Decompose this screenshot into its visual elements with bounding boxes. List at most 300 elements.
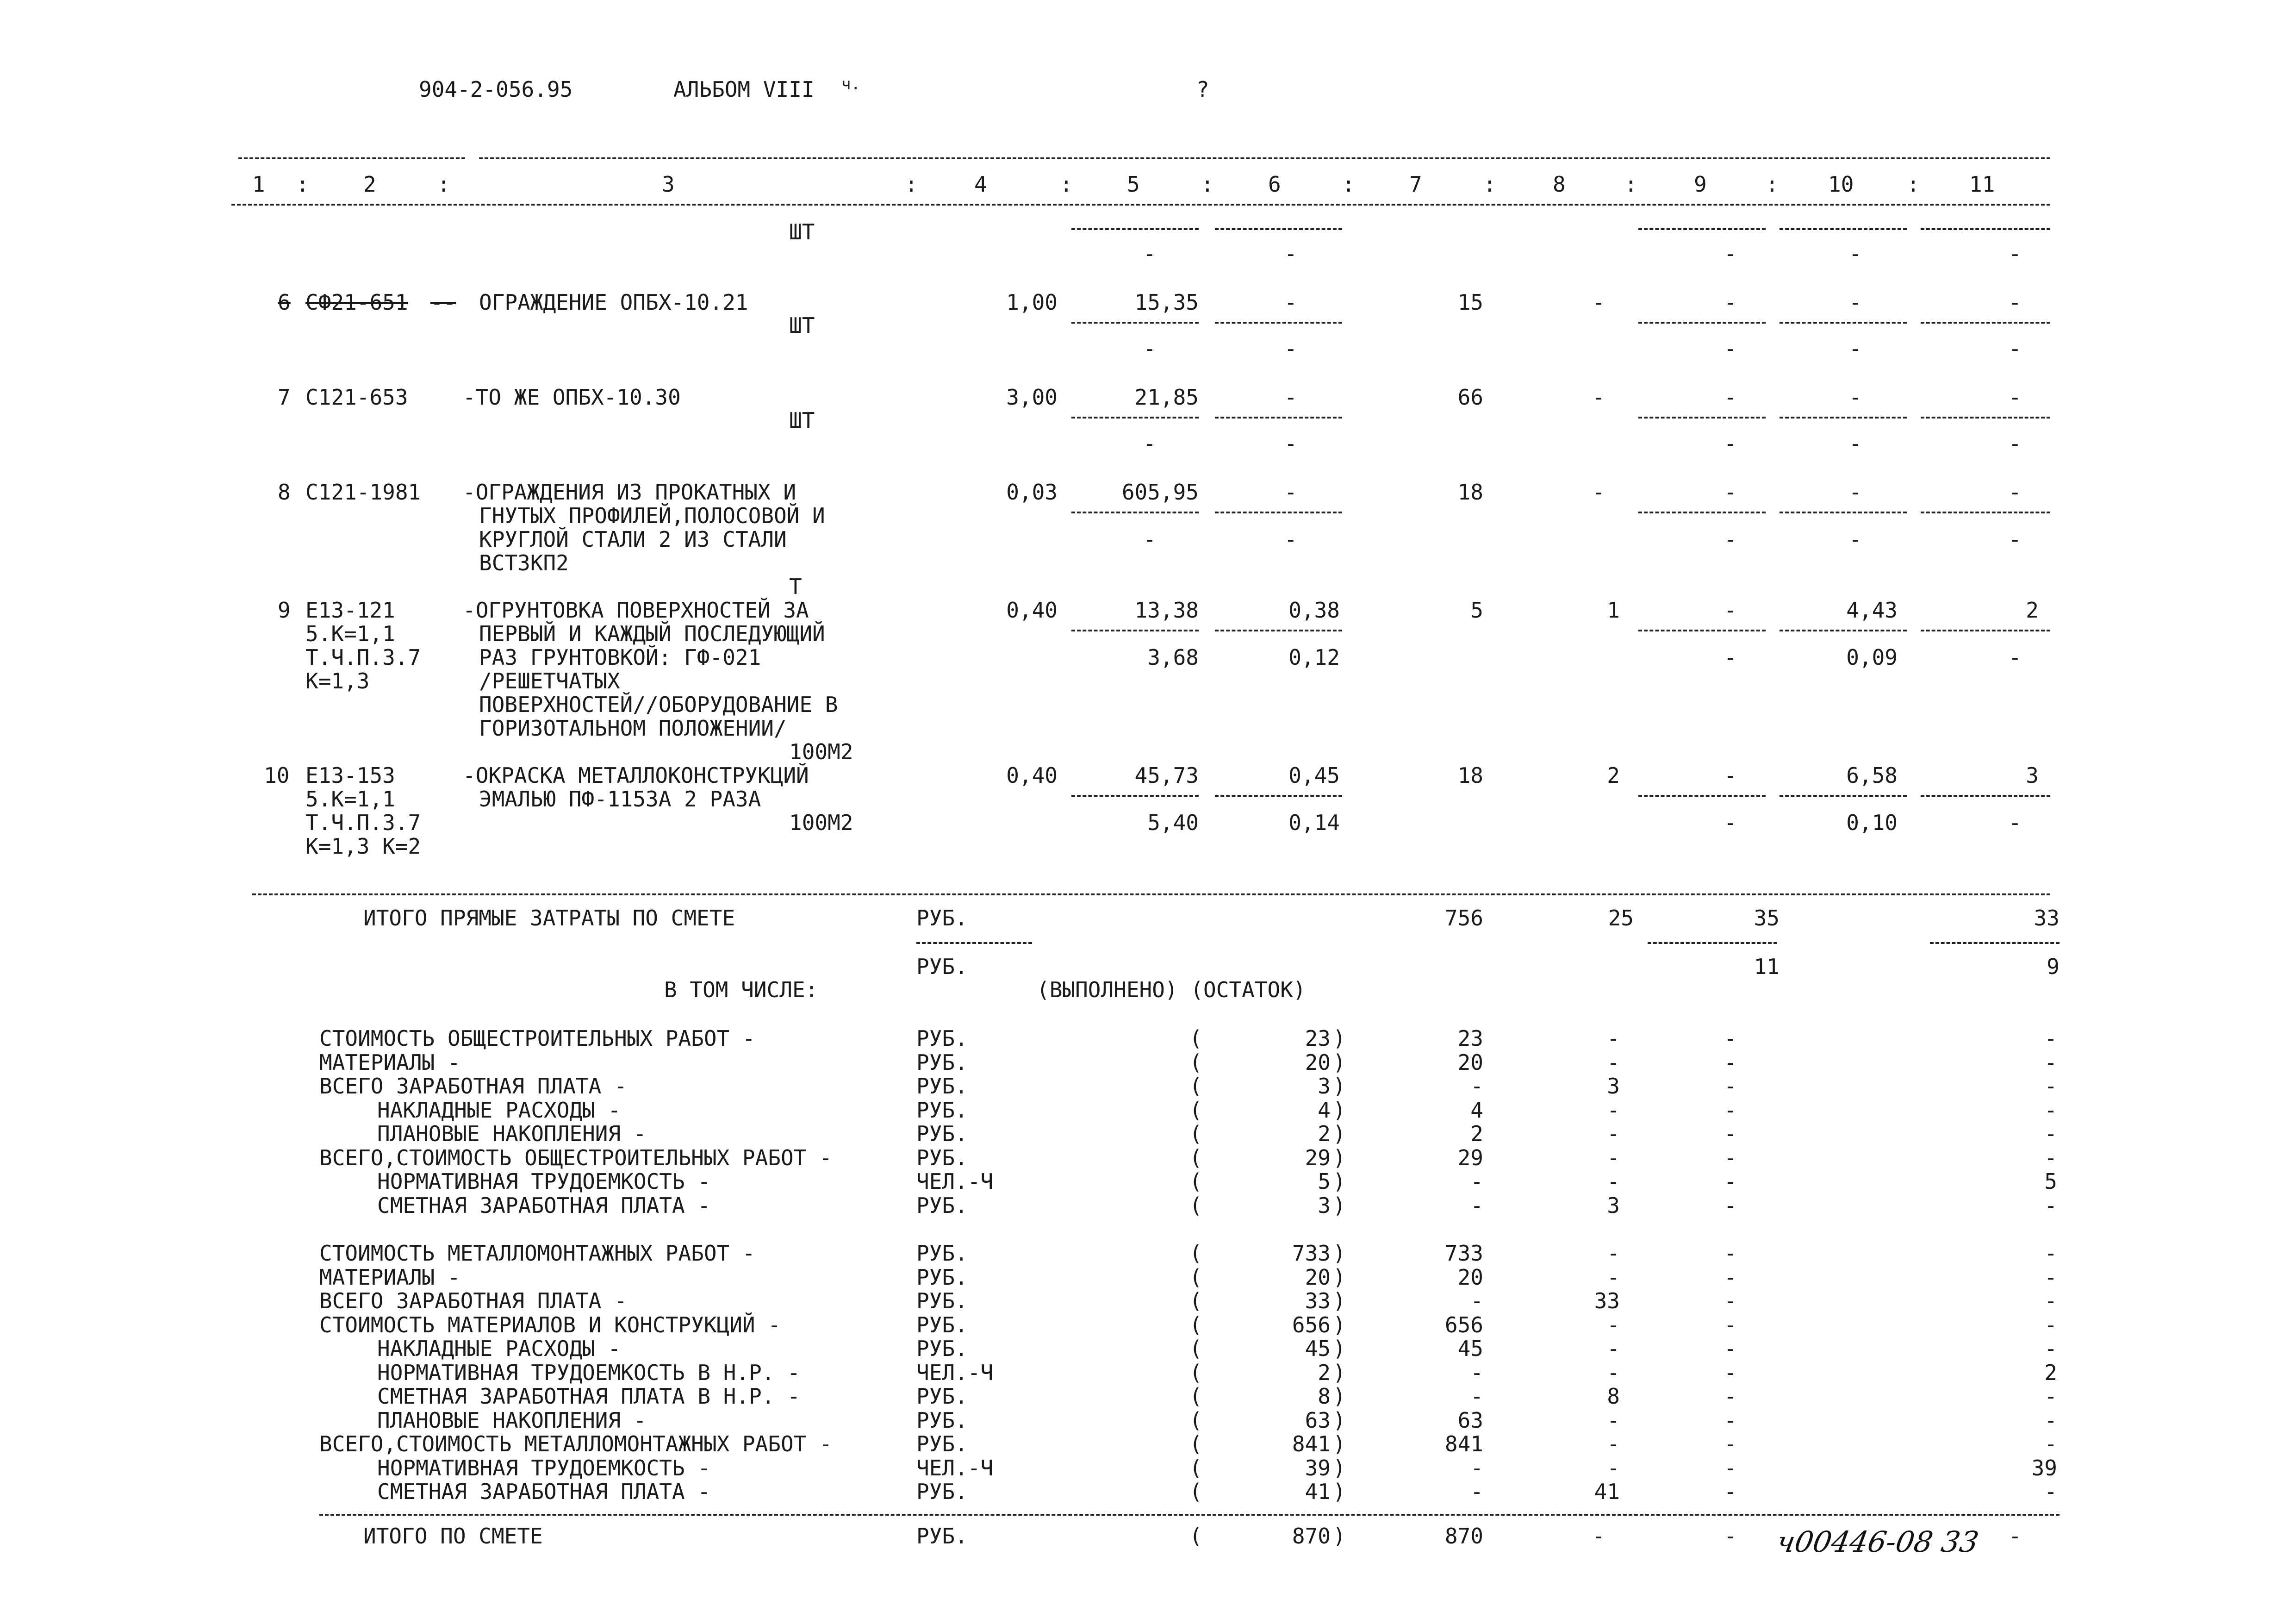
cell-11: 5 <box>2044 1169 2057 1194</box>
unit-label: РУБ. <box>916 1241 968 1266</box>
col-5: 5 <box>1127 172 1140 197</box>
total-cost: - <box>1470 1455 1483 1480</box>
summary-value: 733 <box>1292 1241 1331 1266</box>
paren-open: ( <box>1189 1408 1202 1433</box>
cell-dash: - <box>1849 241 1862 266</box>
total-cost: - <box>1470 1360 1483 1385</box>
unit-label: РУБ. <box>916 1524 968 1549</box>
total-cost: 45 <box>1457 1336 1483 1361</box>
summary-value: 45 <box>1305 1336 1331 1361</box>
unit-cost: 15,35 <box>1134 290 1199 315</box>
paren-open: ( <box>1189 1050 1202 1075</box>
cell-divider <box>1638 795 1766 797</box>
unit-label: ЧЕЛ.-Ч <box>916 1455 994 1480</box>
col-6: 6 <box>1268 172 1281 197</box>
rate-code: К=1,3 <box>305 668 370 693</box>
cell-divider <box>916 942 1032 944</box>
cell-dash: - <box>1724 241 1737 266</box>
summary-value: 39 <box>1305 1455 1331 1480</box>
summary-value: 8 <box>1318 1384 1331 1409</box>
summary-value: 3 <box>1318 1074 1331 1099</box>
paren-open: ( <box>1189 1145 1202 1170</box>
cell-divider <box>1780 228 1907 230</box>
cell-9b: - <box>1724 810 1737 835</box>
col-sep: : <box>1342 172 1355 197</box>
cell-9: - <box>1724 480 1737 505</box>
paren-open: ( <box>1189 1312 1202 1337</box>
cell-6: 0,45 <box>1288 763 1340 788</box>
cell-divider <box>1215 512 1342 513</box>
paren-open: ( <box>1189 1121 1202 1146</box>
cell-11: 39 <box>2031 1455 2057 1480</box>
item-name: /РЕШЕТЧАТЫХ <box>479 668 620 693</box>
cell-11b: - <box>2009 431 2022 456</box>
cell-dash: - <box>1284 241 1297 266</box>
paren-close: ) <box>1333 1169 1346 1194</box>
cell-10b: 0,09 <box>1846 645 1898 670</box>
cell-11: - <box>2044 1193 2057 1218</box>
cell-6: - <box>1284 385 1297 410</box>
summary-label: ПЛАНОВЫЕ НАКОПЛЕНИЯ - <box>377 1121 647 1146</box>
cell-divider <box>1215 322 1342 324</box>
cell-5b: 3,68 <box>1147 645 1199 670</box>
col-sep: : <box>1624 172 1637 197</box>
row-number: 9 <box>278 598 291 623</box>
rate-code: С121-1981 <box>305 480 421 505</box>
total-cost: 29 <box>1457 1145 1483 1170</box>
total-cost: 20 <box>1457 1265 1483 1290</box>
item-name: КРУГЛОЙ СТАЛИ 2 ИЗ СТАЛИ <box>479 527 787 552</box>
unit-label: РУБ. <box>916 1074 968 1099</box>
cell-11: - <box>2044 1336 2057 1361</box>
total-cost: 15 <box>1457 290 1483 315</box>
unit-label: ЧЕЛ.-Ч <box>916 1169 994 1194</box>
unit-label: РУБ. <box>916 1408 968 1433</box>
cell-8: 8 <box>1607 1384 1620 1409</box>
item-name: ГОРИЗОТАЛЬНОМ ПОЛОЖЕНИИ/ <box>479 716 787 741</box>
total-cost: 5 <box>1470 598 1483 623</box>
row-number: 10 <box>264 763 290 788</box>
cell-8: 3 <box>1607 1193 1620 1218</box>
col-2: 2 <box>363 172 376 197</box>
cell-dash: - <box>1143 241 1156 266</box>
col-7: 7 <box>1409 172 1422 197</box>
paren-open: ( <box>1189 1288 1202 1313</box>
strike-line: -- <box>430 290 456 315</box>
summary-label: НОРМАТИВНАЯ ТРУДОЕМКОСТЬ - <box>377 1455 711 1480</box>
paren-open: ( <box>1189 1265 1202 1290</box>
cell-8: - <box>1607 1169 1620 1194</box>
item-name: -ОКРАСКА МЕТАЛЛОКОНСТРУКЦИЙ <box>463 763 809 788</box>
cell-8: - <box>1607 1265 1620 1290</box>
document-code: 904-2-056.95 <box>419 77 573 102</box>
paren-open: ( <box>1189 1360 1202 1385</box>
summary-label: МАТЕРИАЛЫ - <box>319 1050 460 1075</box>
total-cost: 66 <box>1457 385 1483 410</box>
summary-value: 23 <box>1305 1026 1331 1051</box>
cell-8: 1 <box>1607 598 1620 623</box>
cell-9: - <box>1724 598 1737 623</box>
paren-close: ) <box>1333 1026 1346 1051</box>
cell-11: - <box>2044 1384 2057 1409</box>
section-rule <box>252 893 2050 895</box>
summary-label: СМЕТНАЯ ЗАРАБОТНАЯ ПЛАТА - <box>377 1193 711 1218</box>
cell-8: - <box>1607 1360 1620 1385</box>
summary-label: СТОИМОСТЬ МЕТАЛЛОМОНТАЖНЫХ РАБОТ - <box>319 1241 755 1266</box>
cell-9b: 11 <box>1754 954 1780 979</box>
cell-9: - <box>1724 1241 1737 1266</box>
paren-close: ) <box>1333 1241 1346 1266</box>
summary-value: 2 <box>1318 1360 1331 1385</box>
paren-close: ) <box>1333 1193 1346 1218</box>
cell-11: - <box>2044 1074 2057 1099</box>
header-rule <box>231 204 2050 206</box>
summary-value: 5 <box>1318 1169 1331 1194</box>
summary-label: ПЛАНОВЫЕ НАКОПЛЕНИЯ - <box>377 1408 647 1433</box>
cell-divider <box>1638 417 1766 418</box>
cell-11b: - <box>2009 810 2022 835</box>
unit-label: ШТ <box>789 313 815 338</box>
summary-value: 2 <box>1318 1121 1331 1146</box>
paren-close: ) <box>1333 1384 1346 1409</box>
col-9: 9 <box>1694 172 1707 197</box>
cell-10: 4,43 <box>1846 598 1898 623</box>
row-number: 6 <box>278 290 291 315</box>
col-1: 1 <box>252 172 265 197</box>
cell-divider <box>1071 417 1199 418</box>
cell-divider <box>1638 512 1766 513</box>
cell-8: - <box>1592 480 1605 505</box>
rate-code: СФ21-651 <box>305 290 408 315</box>
cell-9b: - <box>1724 336 1737 361</box>
cell-divider <box>1921 630 2050 631</box>
cell-6: - <box>1284 480 1297 505</box>
quantity: 1,00 <box>1006 290 1058 315</box>
item-name: ПЕРВЫЙ И КАЖДЫЙ ПОСЛЕДУЮЩИЙ <box>479 621 825 646</box>
summary-value: 4 <box>1318 1098 1331 1123</box>
unit-label: РУБ. <box>916 1098 968 1123</box>
cell-9b: - <box>1724 527 1737 552</box>
unit-label: РУБ. <box>916 1288 968 1313</box>
unit-label: ШТ <box>789 408 815 433</box>
paren-open: ( <box>1189 1169 1202 1194</box>
cell-5b: - <box>1143 527 1156 552</box>
cell-9b: - <box>1724 431 1737 456</box>
quantity: 0,40 <box>1006 598 1058 623</box>
unit-cost: 13,38 <box>1134 598 1199 623</box>
row-number: 7 <box>278 385 291 410</box>
cell-11: - <box>2009 290 2022 315</box>
cell-8: - <box>1607 1050 1620 1075</box>
total-cost: 733 <box>1444 1241 1483 1266</box>
cell-5b: 5,40 <box>1147 810 1199 835</box>
cell-8: 33 <box>1594 1288 1620 1313</box>
cell-9: - <box>1724 1169 1737 1194</box>
unit-label: ЧЕЛ.-Ч <box>916 1360 994 1385</box>
paren-close: ) <box>1333 1455 1346 1480</box>
col-sep: : <box>1201 172 1214 197</box>
cell-9: - <box>1724 1193 1737 1218</box>
unit-label: РУБ. <box>916 1336 968 1361</box>
cell-divider <box>1215 795 1342 797</box>
unit-cost: 21,85 <box>1134 385 1199 410</box>
summary-label: ВСЕГО,СТОИМОСТЬ ОБЩЕСТРОИТЕЛЬНЫХ РАБОТ - <box>319 1145 832 1170</box>
paren-close: ) <box>1333 1074 1346 1099</box>
summary-value: 841 <box>1292 1431 1331 1456</box>
cell-10: 6,58 <box>1846 763 1898 788</box>
cell-divider <box>1780 512 1907 513</box>
unit-label: РУБ. <box>916 1050 968 1075</box>
unit-label: РУБ. <box>916 906 968 931</box>
total-cost: - <box>1470 1479 1483 1504</box>
done-remaining-note: (ВЫПОЛНЕНО) (ОСТАТОК) <box>1037 977 1306 1002</box>
paren-open: ( <box>1189 1241 1202 1266</box>
cell-10b: - <box>1849 431 1862 456</box>
paren-open: ( <box>1189 1193 1202 1218</box>
cell-9: - <box>1724 1408 1737 1433</box>
cell-10b: 0,10 <box>1846 810 1898 835</box>
cell-divider <box>1215 417 1342 418</box>
paren-close: ) <box>1333 1288 1346 1313</box>
cell-9: - <box>1724 763 1737 788</box>
paren-open: ( <box>1189 1336 1202 1361</box>
cell-divider <box>1921 322 2050 324</box>
cell-divider <box>1921 228 2050 230</box>
cell-9: - <box>1724 1336 1737 1361</box>
cell-11: - <box>2009 385 2022 410</box>
total-cost: 63 <box>1457 1408 1483 1433</box>
cell-9: - <box>1724 1026 1737 1051</box>
total-cost: 18 <box>1457 480 1483 505</box>
cell-divider <box>1780 630 1907 631</box>
cell-8: 3 <box>1607 1074 1620 1099</box>
handwritten-note: ч00446-08 33 <box>1774 1525 1981 1559</box>
cell-9: - <box>1724 1455 1737 1480</box>
item-name: ОГРАЖДЕНИЕ ОПБХ-10.21 <box>479 290 748 315</box>
cell-8: - <box>1607 1312 1620 1337</box>
cell-8: 25 <box>1608 906 1634 931</box>
cell-11: - <box>2044 1145 2057 1170</box>
paren-close: ) <box>1333 1431 1346 1456</box>
total-cost: 841 <box>1444 1431 1483 1456</box>
unit-label: 100М2 <box>789 739 853 764</box>
cell-9: - <box>1724 290 1737 315</box>
cell-11: - <box>2009 480 2022 505</box>
paren-open: ( <box>1189 1098 1202 1123</box>
cell-9: - <box>1724 1074 1737 1099</box>
cell-9: - <box>1724 1312 1737 1337</box>
summary-label: НАКЛАДНЫЕ РАСХОДЫ - <box>377 1098 621 1123</box>
unit-label: ШТ <box>789 219 815 244</box>
cell-11: - <box>2044 1312 2057 1337</box>
rate-code: Т.Ч.П.3.7 <box>305 645 421 670</box>
unit-label: РУБ. <box>916 1193 968 1218</box>
total-cost: - <box>1470 1288 1483 1313</box>
total-cost: 656 <box>1444 1312 1483 1337</box>
rate-code: 5.К=1,1 <box>305 621 395 646</box>
unit-label: РУБ. <box>916 1026 968 1051</box>
total-cost: - <box>1470 1193 1483 1218</box>
summary-label: НОРМАТИВНАЯ ТРУДОЕМКОСТЬ В Н.Р. - <box>377 1360 800 1385</box>
total-cost: 870 <box>1444 1524 1483 1549</box>
section-rule <box>319 1514 2060 1516</box>
summary-label: НОРМАТИВНАЯ ТРУДОЕМКОСТЬ - <box>377 1169 711 1194</box>
paren-open: ( <box>1189 1026 1202 1051</box>
cell-8: - <box>1592 385 1605 410</box>
paren-open: ( <box>1189 1384 1202 1409</box>
cell-10: - <box>1849 290 1862 315</box>
unit-label: РУБ. <box>916 1384 968 1409</box>
cell-11: - <box>2044 1050 2057 1075</box>
cell-divider <box>1780 322 1907 324</box>
cell-11: - <box>2044 1026 2057 1051</box>
cell-8: - <box>1607 1241 1620 1266</box>
cell-divider <box>1071 630 1199 631</box>
paren-close: ) <box>1333 1050 1346 1075</box>
summary-value: 63 <box>1305 1408 1331 1433</box>
cell-10: - <box>1849 480 1862 505</box>
summary-value: 20 <box>1305 1265 1331 1290</box>
col-sep: : <box>1483 172 1496 197</box>
paren-open: ( <box>1189 1455 1202 1480</box>
cell-divider <box>1921 417 2050 418</box>
cell-divider <box>1921 795 2050 797</box>
cell-11: 2 <box>2026 598 2039 623</box>
cell-8: - <box>1607 1336 1620 1361</box>
rate-code: К=1,3 К=2 <box>305 834 421 859</box>
cell-9: - <box>1724 1050 1737 1075</box>
col-sep: : <box>1907 172 1920 197</box>
cell-divider <box>1780 795 1907 797</box>
cell-9: - <box>1724 1524 1737 1549</box>
cell-divider <box>1930 942 2060 944</box>
cell-dash: - <box>2009 241 2022 266</box>
cell-9: - <box>1724 1384 1737 1409</box>
col-sep: : <box>1766 172 1779 197</box>
unit-label: РУБ. <box>916 1479 968 1504</box>
cell-6: 0,38 <box>1288 598 1340 623</box>
cell-8: - <box>1607 1098 1620 1123</box>
summary-label: ВСЕГО,СТОИМОСТЬ МЕТАЛЛОМОНТАЖНЫХ РАБОТ - <box>319 1431 832 1456</box>
cell-11: 2 <box>2044 1360 2057 1385</box>
col-8: 8 <box>1553 172 1566 197</box>
cell-9: - <box>1724 385 1737 410</box>
cell-11: 3 <box>2026 763 2039 788</box>
including-label: В ТОМ ЧИСЛЕ: <box>664 977 818 1002</box>
cell-11: - <box>2044 1479 2057 1504</box>
rate-code: С121-653 <box>305 385 408 410</box>
album-title: АЛЬБОМ VIII <box>673 77 815 102</box>
summary-label: НАКЛАДНЫЕ РАСХОДЫ - <box>377 1336 621 1361</box>
quantity: 0,03 <box>1006 480 1058 505</box>
paren-close: ) <box>1333 1098 1346 1123</box>
unit-label: РУБ. <box>916 1431 968 1456</box>
cell-divider <box>1638 322 1766 324</box>
total-cost: - <box>1470 1384 1483 1409</box>
paren-close: ) <box>1333 1336 1346 1361</box>
rate-code: Е13-153 <box>305 763 395 788</box>
cell-6b: - <box>1284 431 1297 456</box>
total-cost: 23 <box>1457 1026 1483 1051</box>
summary-label: СТОИМОСТЬ МАТЕРИАЛОВ И КОНСТРУКЦИЙ - <box>319 1312 781 1337</box>
rate-code: 5.К=1,1 <box>305 787 395 812</box>
total-cost: 4 <box>1470 1098 1483 1123</box>
paren-close: ) <box>1333 1145 1346 1170</box>
cell-11b: - <box>2009 527 2022 552</box>
paren-close: ) <box>1333 1360 1346 1385</box>
paren-open: ( <box>1189 1074 1202 1099</box>
cell-11: - <box>2044 1265 2057 1290</box>
header-rule <box>479 157 2050 159</box>
item-name: РАЗ ГРУНТОВКОЙ: ГФ-021 <box>479 645 761 670</box>
cell-11: - <box>2044 1431 2057 1456</box>
col-4: 4 <box>974 172 987 197</box>
cell-9: - <box>1724 1360 1737 1385</box>
unit-label: 100М2 <box>789 810 853 835</box>
cell-8: - <box>1607 1145 1620 1170</box>
cell-divider <box>1071 322 1199 324</box>
cell-5b: - <box>1143 431 1156 456</box>
cell-8: - <box>1607 1431 1620 1456</box>
cell-9: - <box>1724 1098 1737 1123</box>
col-10: 10 <box>1828 172 1854 197</box>
cell-8: - <box>1607 1408 1620 1433</box>
item-name: -ОГРАЖДЕНИЯ ИЗ ПРОКАТНЫХ И <box>463 480 796 505</box>
col-sep: : <box>296 172 309 197</box>
cell-11b: - <box>2009 645 2022 670</box>
cell-11: - <box>2044 1098 2057 1123</box>
cell-9: 35 <box>1754 906 1780 931</box>
quantity: 0,40 <box>1006 763 1058 788</box>
paren-close: ) <box>1333 1312 1346 1337</box>
cell-9: - <box>1724 1431 1737 1456</box>
item-name: ВСТ3КП2 <box>479 550 569 575</box>
row-number: 8 <box>278 480 291 505</box>
total-cost: 756 <box>1444 906 1483 931</box>
cell-11: - <box>2044 1288 2057 1313</box>
total-cost: 18 <box>1457 763 1483 788</box>
item-name: -ТО ЖЕ ОПБХ-10.30 <box>463 385 681 410</box>
item-name: -ОГРУНТОВКА ПОВЕРХНОСТЕЙ ЗА <box>463 598 809 623</box>
summary-value: 41 <box>1305 1479 1331 1504</box>
unit-label: РУБ. <box>916 1312 968 1337</box>
cell-5b: - <box>1143 336 1156 361</box>
cell-6b: - <box>1284 336 1297 361</box>
cell-divider <box>1071 795 1199 797</box>
cell-9b: - <box>1724 645 1737 670</box>
rate-code: Т.Ч.П.3.7 <box>305 810 421 835</box>
cell-8: - <box>1592 1524 1605 1549</box>
cell-6b: 0,14 <box>1288 810 1340 835</box>
cell-10b: - <box>1849 336 1862 361</box>
paren-open: ( <box>1189 1431 1202 1456</box>
cell-11: - <box>2044 1121 2057 1146</box>
total-direct-label: ИТОГО ПРЯМЫЕ ЗАТРАТЫ ПО СМЕТЕ <box>363 906 735 931</box>
cell-9: - <box>1724 1479 1737 1504</box>
item-name: ГНУТЫХ ПРОФИЛЕЙ,ПОЛОСОВОЙ И <box>479 503 825 528</box>
cell-divider <box>1638 630 1766 631</box>
summary-label: СМЕТНАЯ ЗАРАБОТНАЯ ПЛАТА В Н.Р. - <box>377 1384 800 1409</box>
total-cost: - <box>1470 1074 1483 1099</box>
cell-6b: 0,12 <box>1288 645 1340 670</box>
summary-label: ВСЕГО ЗАРАБОТНАЯ ПЛАТА - <box>319 1288 627 1313</box>
summary-label: МАТЕРИАЛЫ - <box>319 1265 460 1290</box>
paren-close: ) <box>1333 1408 1346 1433</box>
summary-value: 3 <box>1318 1193 1331 1218</box>
rate-code: Е13-121 <box>305 598 395 623</box>
grand-total-value: 870 <box>1292 1524 1331 1549</box>
summary-value: 20 <box>1305 1050 1331 1075</box>
